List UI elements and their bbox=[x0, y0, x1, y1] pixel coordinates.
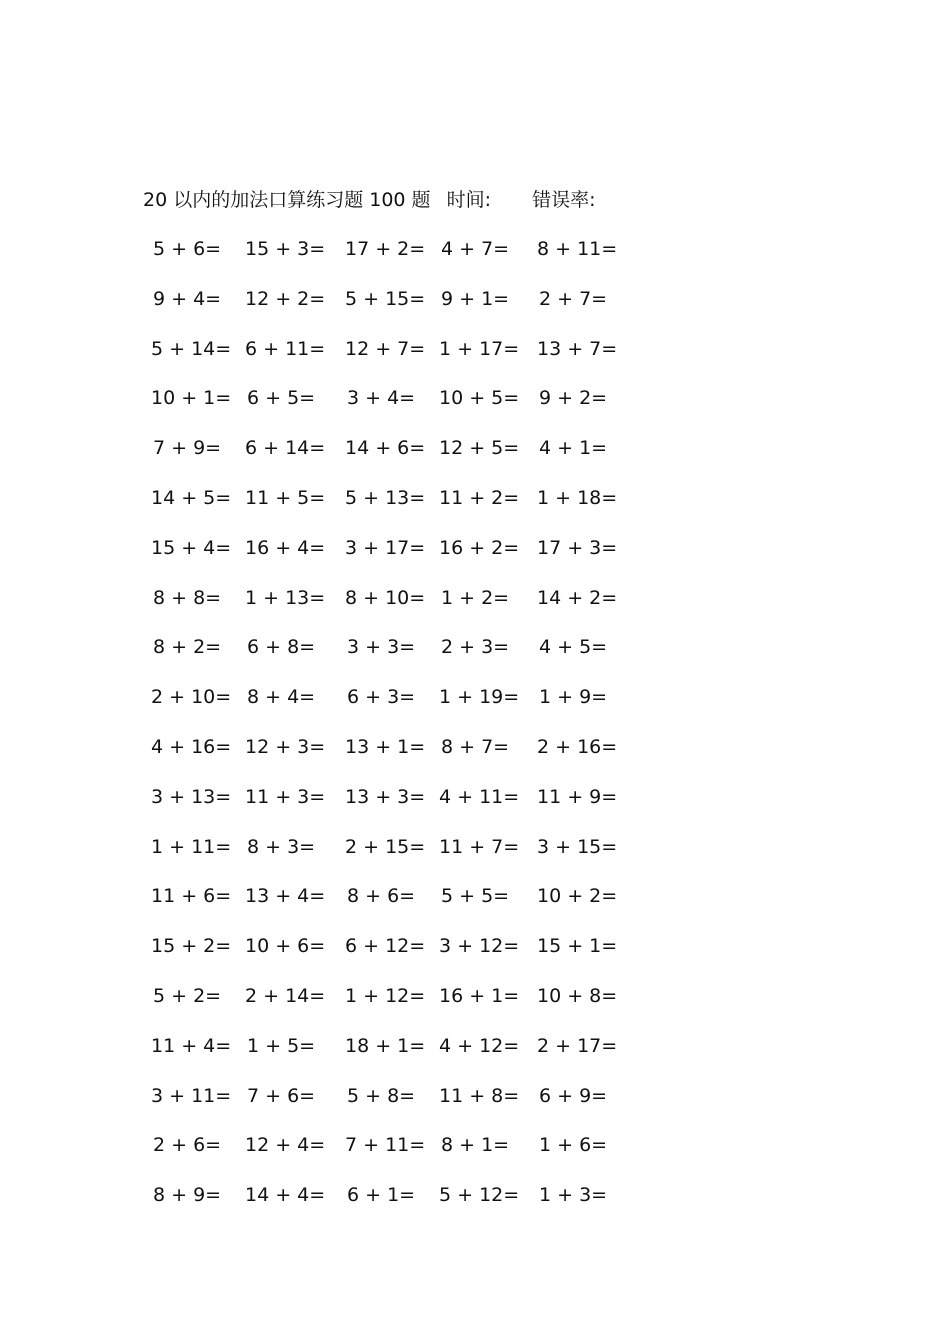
addition-problem: 5 + 15= bbox=[345, 287, 426, 310]
addition-problem: 14 + 4= bbox=[245, 1184, 326, 1207]
problem-row bbox=[143, 782, 643, 832]
addition-problem: 1 + 5= bbox=[247, 1034, 316, 1057]
addition-problem: 3 + 11= bbox=[151, 1084, 232, 1107]
addition-problem: 11 + 3= bbox=[245, 785, 326, 808]
addition-problem: 10 + 8= bbox=[537, 984, 618, 1007]
addition-problem: 2 + 17= bbox=[537, 1034, 618, 1057]
problem-row bbox=[143, 981, 643, 1031]
addition-problem: 15 + 2= bbox=[151, 935, 232, 958]
addition-problem: 12 + 5= bbox=[439, 437, 520, 460]
addition-problem: 8 + 7= bbox=[441, 735, 510, 758]
addition-problem: 8 + 8= bbox=[153, 586, 222, 609]
addition-problem: 14 + 5= bbox=[151, 486, 232, 509]
addition-problem: 2 + 10= bbox=[151, 686, 232, 709]
addition-problem: 6 + 12= bbox=[345, 935, 426, 958]
addition-problem: 1 + 9= bbox=[539, 686, 608, 709]
addition-problem: 3 + 13= bbox=[151, 785, 232, 808]
addition-problem: 2 + 7= bbox=[539, 287, 608, 310]
addition-problem: 9 + 2= bbox=[539, 387, 608, 410]
addition-problem: 5 + 6= bbox=[153, 238, 222, 260]
problem-row bbox=[143, 931, 643, 981]
addition-problem: 15 + 4= bbox=[151, 536, 232, 559]
addition-problem: 2 + 3= bbox=[441, 636, 510, 659]
addition-problem: 8 + 9= bbox=[153, 1184, 222, 1207]
addition-problem: 1 + 19= bbox=[439, 686, 520, 709]
problem-row bbox=[143, 234, 643, 284]
error-rate-label: 错误率: bbox=[532, 189, 596, 211]
addition-problem: 5 + 14= bbox=[151, 337, 232, 360]
addition-problem: 4 + 12= bbox=[439, 1034, 520, 1057]
addition-problem: 12 + 3= bbox=[245, 735, 326, 758]
problem-row bbox=[143, 284, 643, 334]
addition-problem: 8 + 11= bbox=[537, 238, 618, 260]
worksheet-title: 20 以内的加法口算练习题 100 题 bbox=[143, 189, 431, 211]
addition-problem: 8 + 10= bbox=[345, 586, 426, 609]
addition-problem: 1 + 13= bbox=[245, 586, 326, 609]
problem-row bbox=[143, 483, 643, 533]
addition-problem: 3 + 17= bbox=[345, 536, 426, 559]
addition-problem: 2 + 14= bbox=[245, 984, 326, 1007]
addition-problem: 4 + 1= bbox=[539, 437, 608, 460]
addition-problem: 12 + 4= bbox=[245, 1134, 326, 1157]
addition-problem: 3 + 4= bbox=[347, 387, 416, 410]
problem-row bbox=[143, 682, 643, 732]
addition-problem: 15 + 3= bbox=[245, 238, 326, 260]
addition-problem: 5 + 12= bbox=[439, 1184, 520, 1207]
addition-problem: 4 + 11= bbox=[439, 785, 520, 808]
addition-problem: 17 + 3= bbox=[537, 536, 618, 559]
addition-problem: 7 + 6= bbox=[247, 1084, 316, 1107]
addition-problem: 13 + 3= bbox=[345, 785, 426, 808]
problem-row bbox=[143, 334, 643, 384]
problem-row bbox=[143, 1130, 643, 1180]
addition-problem: 18 + 1= bbox=[345, 1034, 426, 1057]
addition-problem: 11 + 4= bbox=[151, 1034, 232, 1057]
worksheet-header bbox=[143, 185, 595, 215]
addition-problem: 11 + 7= bbox=[439, 835, 520, 858]
problem-row bbox=[143, 732, 643, 782]
addition-problem: 6 + 5= bbox=[247, 387, 316, 410]
addition-problem: 5 + 8= bbox=[347, 1084, 416, 1107]
addition-problem: 2 + 15= bbox=[345, 835, 426, 858]
addition-problem: 8 + 1= bbox=[441, 1134, 510, 1157]
problem-row bbox=[143, 881, 643, 931]
addition-problem: 3 + 15= bbox=[537, 835, 618, 858]
addition-problem: 7 + 11= bbox=[345, 1134, 426, 1157]
addition-problem: 6 + 1= bbox=[347, 1184, 416, 1207]
addition-problem: 9 + 1= bbox=[441, 287, 510, 310]
addition-problem: 9 + 4= bbox=[153, 287, 222, 310]
addition-problem: 6 + 8= bbox=[247, 636, 316, 659]
addition-problem: 11 + 6= bbox=[151, 885, 232, 908]
addition-problem: 10 + 5= bbox=[439, 387, 520, 410]
addition-problem: 5 + 5= bbox=[441, 885, 510, 908]
addition-problem: 3 + 12= bbox=[439, 935, 520, 958]
addition-problem: 13 + 4= bbox=[245, 885, 326, 908]
addition-problem: 7 + 9= bbox=[153, 437, 222, 460]
addition-problem: 11 + 2= bbox=[439, 486, 520, 509]
addition-problem: 3 + 3= bbox=[347, 636, 416, 659]
addition-problem: 1 + 18= bbox=[537, 486, 618, 509]
addition-problem: 10 + 1= bbox=[151, 387, 232, 410]
addition-problem: 16 + 2= bbox=[439, 536, 520, 559]
addition-problem: 5 + 2= bbox=[153, 984, 222, 1007]
problem-row bbox=[143, 632, 643, 682]
addition-problem: 1 + 17= bbox=[439, 337, 520, 360]
addition-problem: 12 + 2= bbox=[245, 287, 326, 310]
addition-problem: 1 + 2= bbox=[441, 586, 510, 609]
addition-problem: 6 + 14= bbox=[245, 437, 326, 460]
addition-problem: 12 + 7= bbox=[345, 337, 426, 360]
addition-problem: 5 + 13= bbox=[345, 486, 426, 509]
addition-problem: 8 + 2= bbox=[153, 636, 222, 659]
problem-row bbox=[143, 1180, 643, 1230]
addition-problem: 10 + 6= bbox=[245, 935, 326, 958]
addition-problem: 2 + 6= bbox=[153, 1134, 222, 1157]
addition-problem: 1 + 3= bbox=[539, 1184, 608, 1207]
problem-row bbox=[143, 832, 643, 882]
addition-problem: 14 + 2= bbox=[537, 586, 618, 609]
problem-row bbox=[143, 583, 643, 633]
addition-problem: 6 + 11= bbox=[245, 337, 326, 360]
addition-problem: 1 + 12= bbox=[345, 984, 426, 1007]
problem-grid bbox=[143, 234, 643, 1230]
addition-problem: 14 + 6= bbox=[345, 437, 426, 460]
addition-problem: 8 + 4= bbox=[247, 686, 316, 709]
addition-problem: 4 + 7= bbox=[441, 238, 510, 260]
addition-problem: 6 + 9= bbox=[539, 1084, 608, 1107]
addition-problem: 13 + 1= bbox=[345, 735, 426, 758]
addition-problem: 15 + 1= bbox=[537, 935, 618, 958]
addition-problem: 1 + 11= bbox=[151, 835, 232, 858]
problem-row bbox=[143, 533, 643, 583]
addition-problem: 8 + 6= bbox=[347, 885, 416, 908]
addition-problem: 2 + 16= bbox=[537, 735, 618, 758]
addition-problem: 1 + 6= bbox=[539, 1134, 608, 1157]
problem-row bbox=[143, 433, 643, 483]
time-label: 时间: bbox=[446, 189, 492, 211]
addition-problem: 16 + 4= bbox=[245, 536, 326, 559]
addition-problem: 17 + 2= bbox=[345, 238, 426, 260]
addition-problem: 11 + 8= bbox=[439, 1084, 520, 1107]
addition-problem: 10 + 2= bbox=[537, 885, 618, 908]
addition-problem: 4 + 5= bbox=[539, 636, 608, 659]
addition-problem: 16 + 1= bbox=[439, 984, 520, 1007]
addition-problem: 8 + 3= bbox=[247, 835, 316, 858]
problem-row bbox=[143, 383, 643, 433]
problem-row bbox=[143, 1031, 643, 1081]
addition-problem: 11 + 9= bbox=[537, 785, 618, 808]
addition-problem: 6 + 3= bbox=[347, 686, 416, 709]
problem-row bbox=[143, 1081, 643, 1131]
addition-problem: 13 + 7= bbox=[537, 337, 618, 360]
addition-problem: 4 + 16= bbox=[151, 735, 232, 758]
addition-problem: 11 + 5= bbox=[245, 486, 326, 509]
